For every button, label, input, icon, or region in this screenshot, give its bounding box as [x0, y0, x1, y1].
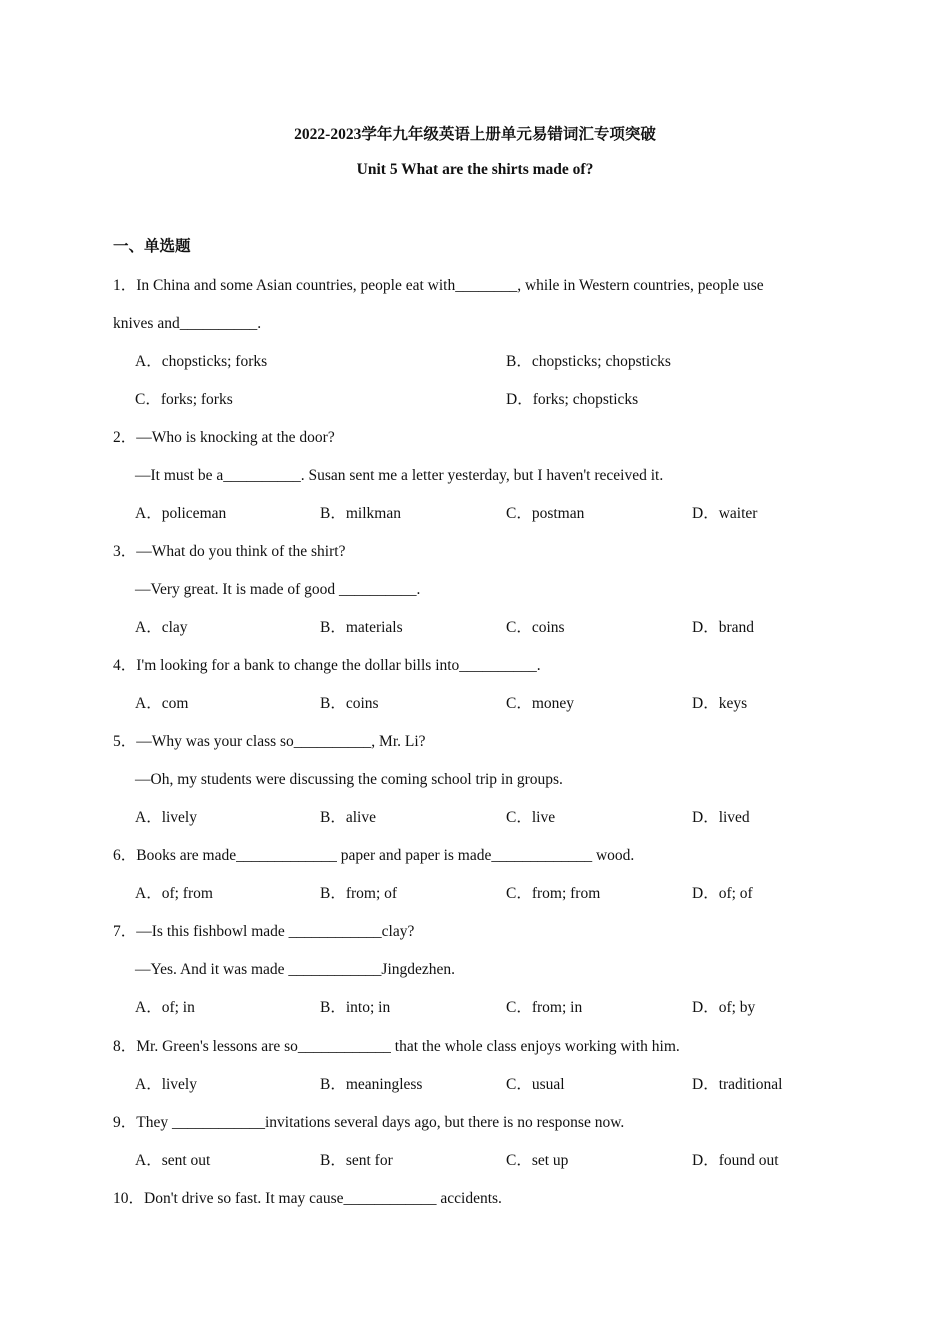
- question-8-option-c[interactable]: C．usual: [506, 1076, 565, 1093]
- question-4-line-1: 4．I'm looking for a bank to change the dollar bills into__________.: [113, 657, 541, 674]
- question-1-option-c[interactable]: C．forks; forks: [135, 391, 233, 408]
- question-1-option-a[interactable]: A．chopsticks; forks: [135, 353, 268, 370]
- question-7-option-b[interactable]: B．into; in: [320, 999, 391, 1016]
- question-8-option-d[interactable]: D．traditional: [692, 1076, 783, 1093]
- question-9-option-d[interactable]: D．found out: [692, 1152, 779, 1169]
- question-5-option-c[interactable]: C．live: [506, 809, 556, 826]
- question-9-line-1: 9．They ____________invitations several days ago, but there is no response now.: [113, 1114, 625, 1131]
- question-6-option-b[interactable]: B．from; of: [320, 885, 398, 902]
- question-9-option-c[interactable]: C．set up: [506, 1152, 569, 1169]
- question-7-option-a[interactable]: A．of; in: [135, 999, 195, 1016]
- question-9-option-b[interactable]: B．sent for: [320, 1152, 393, 1169]
- question-2-option-b[interactable]: B．milkman: [320, 505, 401, 522]
- question-2-line-2: —It must be a__________. Susan sent me a letter yesterday, but I haven't received it.: [135, 467, 664, 484]
- question-1-line-2: knives and__________.: [113, 315, 262, 332]
- question-4-option-c[interactable]: C．money: [506, 695, 575, 712]
- document-title: 2022-2023学年九年级英语上册单元易错词汇专项突破: [294, 126, 656, 143]
- question-4-option-d[interactable]: D．keys: [692, 695, 748, 712]
- question-6-option-a[interactable]: A．of; from: [135, 885, 213, 902]
- question-2-option-a[interactable]: A．policeman: [135, 505, 227, 522]
- question-5-line-2: —Oh, my students were discussing the coming school trip in groups.: [135, 771, 563, 788]
- question-8-line-1: 8．Mr. Green's lessons are so____________ that the whole class enjoys working with him.: [113, 1038, 680, 1055]
- question-3-option-c[interactable]: C．coins: [506, 619, 565, 636]
- question-3-line-1: 3．—What do you think of the shirt?: [113, 543, 346, 560]
- question-2-option-d[interactable]: D．waiter: [692, 505, 758, 522]
- question-9-option-a[interactable]: A．sent out: [135, 1152, 211, 1169]
- question-7-line-1: 7．—Is this fishbowl made ____________clay?: [113, 923, 415, 940]
- question-2-option-c[interactable]: C．postman: [506, 505, 585, 522]
- question-7-line-2: —Yes. And it was made ____________Jingdezhen.: [135, 961, 456, 978]
- question-1-option-d[interactable]: D．forks; chopsticks: [506, 391, 639, 408]
- question-3-line-2: —Very great. It is made of good __________.: [135, 581, 421, 598]
- question-7-option-d[interactable]: D．of; by: [692, 999, 756, 1016]
- question-4-option-a[interactable]: A．com: [135, 695, 189, 712]
- question-8-option-b[interactable]: B．meaningless: [320, 1076, 423, 1093]
- question-3-option-d[interactable]: D．brand: [692, 619, 754, 636]
- question-5-option-a[interactable]: A．lively: [135, 809, 197, 826]
- question-6-option-c[interactable]: C．from; from: [506, 885, 601, 902]
- question-7-option-c[interactable]: C．from; in: [506, 999, 583, 1016]
- question-5-line-1: 5．—Why was your class so__________, Mr. Li?: [113, 733, 426, 750]
- question-6-line-1: 6．Books are made_____________ paper and paper is made_____________ wood.: [113, 847, 635, 864]
- question-1-line-1: 1．In China and some Asian countries, people eat with________, while in Western countries, people use: [113, 277, 764, 294]
- question-5-option-b[interactable]: B．alive: [320, 809, 376, 826]
- question-5-option-d[interactable]: D．lived: [692, 809, 750, 826]
- section-heading: 一、单选题: [113, 238, 191, 255]
- question-2-line-1: 2．—Who is knocking at the door?: [113, 429, 335, 446]
- question-10-line-1: 10．Don't drive so fast. It may cause____________ accidents.: [113, 1190, 502, 1207]
- question-1-option-b[interactable]: B．chopsticks; chopsticks: [506, 353, 671, 370]
- question-8-option-a[interactable]: A．lively: [135, 1076, 197, 1093]
- question-6-option-d[interactable]: D．of; of: [692, 885, 753, 902]
- question-3-option-a[interactable]: A．clay: [135, 619, 188, 636]
- question-4-option-b[interactable]: B．coins: [320, 695, 379, 712]
- document-subtitle: Unit 5 What are the shirts made of?: [356, 161, 594, 178]
- question-3-option-b[interactable]: B．materials: [320, 619, 403, 636]
